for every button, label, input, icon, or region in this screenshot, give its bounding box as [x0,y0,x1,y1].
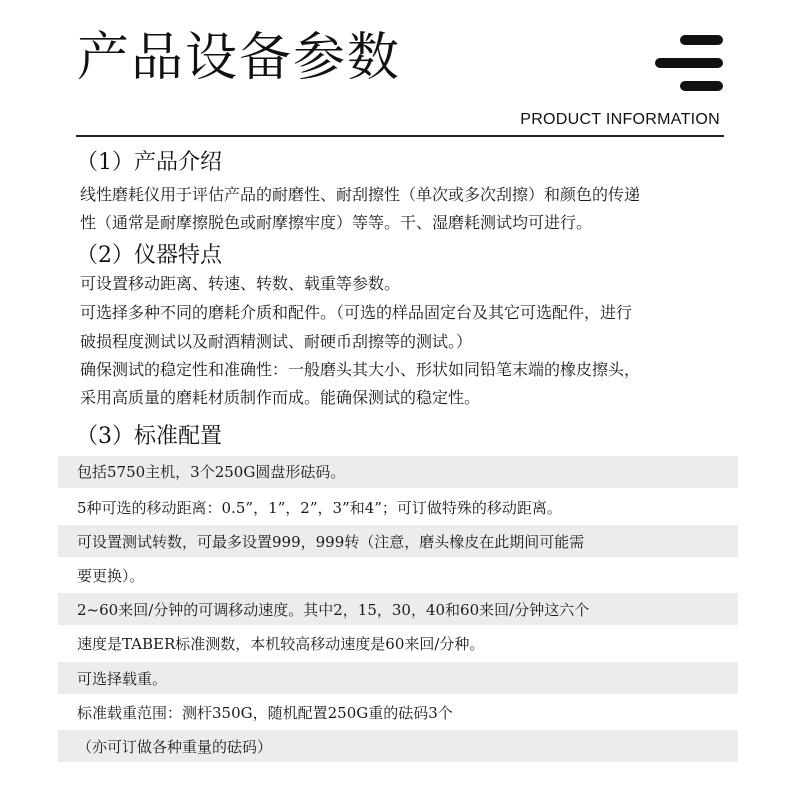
config-line: 要更换）。 [77,567,145,585]
feature-line: 破损程度测试以及耐酒精测试、耐硬币刮擦等的测试。） [80,332,473,351]
feature-line: 采用高质量的磨耗材质制作而成。能确保测试的稳定性。 [80,388,481,407]
config-line: 标准载重范围：测杆350G，随机配置250G重的砝码3个 [77,704,453,722]
config-line: 速度是TABER标准测数，本机较高移动速度是60来回/分种。 [77,635,485,653]
config-line: 可选择载重。 [77,670,168,688]
config-line: （亦可订做各种重量的砝码） [77,738,273,756]
menu-icon-bar-bottom [680,81,723,91]
config-line: 2~60来回/分钟的可调移动速度。其中2，15，30，40和60来回/分钟这六个 [77,601,590,619]
menu-icon[interactable] [655,35,723,91]
page-subtitle: PRODUCT INFORMATION [520,111,720,128]
section-heading-features: （2）仪器特点 [76,243,222,268]
menu-icon-bar-middle [655,58,723,68]
section-heading-config: （3）标准配置 [76,424,222,449]
config-line: 包括5750主机，3个250G圆盘形砝码。 [77,463,346,481]
header-divider [76,135,724,137]
config-line: 5种可选的移动距离：0.5”，1”，2”，3”和4”；可订做特殊的移动距离。 [77,499,562,517]
feature-line: 可设置移动距离、转速、转数、载重等参数。 [80,274,401,293]
config-line: 可设置测试转数，可最多设置999，999转（注意，磨头橡皮在此期间可能需 [77,533,585,551]
intro-line: 性（通常是耐摩擦脱色或耐摩擦牢度）等等。干、湿磨耗测试均可进行。 [80,213,593,232]
intro-line: 线性磨耗仪用于评估产品的耐磨性、耐刮擦性（单次或多次刮擦）和颜色的传递 [80,185,641,204]
section-heading-intro: （1）产品介绍 [76,150,222,175]
page-title: 产品设备参数 [77,28,402,88]
menu-icon-bar-top [680,35,723,45]
feature-line: 可选择多种不同的磨耗介质和配件。（可选的样品固定台及其它可选配件，进行 [80,303,633,322]
feature-line: 确保测试的稳定性和准确性：一般磨头其大小、形状如同铅笔末端的橡皮擦头， [80,360,641,379]
